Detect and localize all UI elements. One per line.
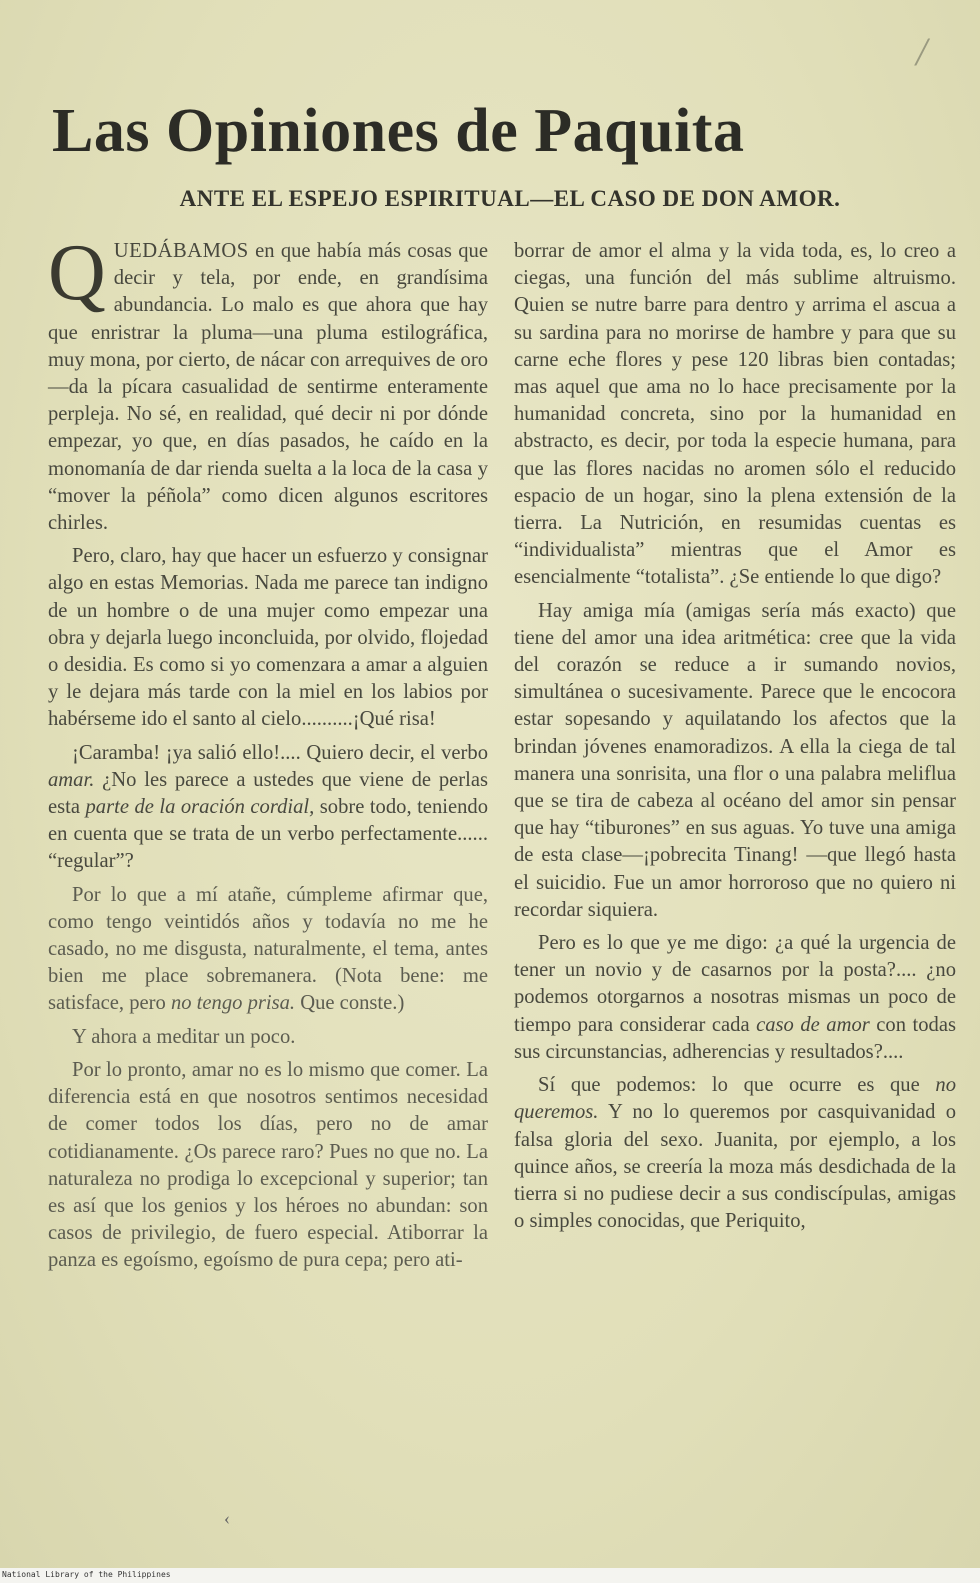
left-paragraph-2: Pero, claro, hay que hacer un esfuerzo y consignar algo en estas Memorias. Nada me parece tan indigno de un hombre o de una mujer como empezar una obra y dejarla luego inconcluida, por olvido, flojedad o desidia. Es como si yo comenzara a amar a alguien y le dejara más tarde con la miel en los labios por habérseme ido el santo al cielo..........¡Qué risa! bbox=[48, 545, 488, 731]
p4-italic-prisa: no tengo prisa. bbox=[170, 992, 296, 1015]
rp4-text-a: Sí que podemos: lo que ocurre es que bbox=[538, 1074, 936, 1097]
rp3-text-a: Pero es lo que ye me digo: ¿a qué la urgencia de tener un novio y de casarnos por la posta?.... ¿no podemos otorgarnos a nosotras mismas un poco de tiempo para considerar cada bbox=[514, 932, 956, 1036]
bottom-mark: ‹ bbox=[224, 1508, 230, 1528]
right-paragraph-4 bbox=[514, 1072, 956, 1235]
p3-text-b: ¿No les parece a ustedes que viene de perlas esta bbox=[48, 768, 488, 819]
left-paragraph-1-text: en que había más cosas que decir y tela, por ende, en grandísima abundancia. Lo malo es que ahora que hay que enristrar la pluma—una pluma estilográfica, muy mona, por cierto, de nácar con arrequives de oro—da la pícara casualidad de sentirme enteramente perpleja. No sé, en realidad, qué decir ni por dónde empezar, yo que, en días pasados, he caído en la monomanía de dar rienda suelta a la loca de la casa y “mover la péñola” como dicen algunos escritores chirles. bbox=[48, 240, 488, 535]
left-paragraph-5: Y ahora a meditar un poco. bbox=[72, 1025, 296, 1048]
rp4-text-b: Y no lo queremos por casquivanidad o falsa gloria del sexo. Juanita, por ejemplo, a los quince años, se creería la moza más desdichada de la tierra si no pudiese decir a sus condiscípulas, amigas o simples conocidas, que Periquito, bbox=[514, 1101, 956, 1233]
left-paragraph-6: Por lo pronto, amar no es lo mismo que comer. La diferencia está en que nosotros sentimos necesidad de comer todos los días, pero no de amar cotidianamente. ¿Os parece raro? Pues no que no. La naturaleza no prodiga lo excepcional y superior; tan es así que los genios y los héroes no abundan: son casos de privilegio, de fuero especial. Atiborrar la panza es egoísmo, egoísmo de pura cepa; pero ati- bbox=[48, 1058, 488, 1272]
right-paragraph-2: Hay amiga mía (amigas sería más exacto) que tiene del amor una idea aritmética: cree que la vida del corazón se reduce a ir sumando novios, simultánea o sucesivamente. Parece que le encocora estar sopesando y aquilatando los afectos que la brindan jóvenes enamoradizos. A ella la ciega de tal manera una sonrisita, una flor o una palabra meliflua que se tira de cabeza al océano del amor sin pensar que hay “tiburones” en sus aguas. Yo tuve una amiga de esta clase—¡pobrecita Tinang! —que llegó hasta el suicidio. Fue un amor horroroso que no quiero ni recordar siquiera. bbox=[514, 599, 956, 921]
opening-caps: UEDÁBAMOS bbox=[113, 240, 249, 262]
rp3-text-b: con todas sus circunstancias, adherencias y resultados?.... bbox=[514, 1013, 956, 1063]
left-paragraph-1 bbox=[48, 229, 488, 537]
p3-text-a: ¡Caramba! ¡ya salió ello!.... Quiero decir, el verbo bbox=[72, 741, 488, 764]
p4-text-a: Por lo que a mí atañe, cúmpleme afirmar que, como tengo veintidós años y todavía no me he casado, no me disgusta, naturalmente, el tema, antes bien me place sobremanera. (Nota bene: me satisface, pero bbox=[48, 883, 488, 1015]
rp4-italic-queremos: no queremos. bbox=[514, 1074, 956, 1124]
article-title: Las Opiniones de Paquita bbox=[52, 97, 745, 165]
corner-mark: / bbox=[916, 29, 928, 74]
right-paragraph-3 bbox=[514, 930, 956, 1066]
library-footer: National Library of the Philippines bbox=[2, 1570, 171, 1579]
right-paragraph-1: borrar de amor el alma y la vida toda, es, lo creo a ciegas, una función del más sublime altruismo. Quien se nutre barre para dentro y arrima el ascua a su sardina para no morirse de hambre y para que su carne eche flores y pese 120 libras bien contadas; mas aquel que ama no lo hace precisamente por la humanidad concreta, sino por la humanidad en abstracto, es decir, por toda la especie humana, para que las flores nacidas no aromen sólo el reducido espacio de un hogar, sino la plena extensión de la tierra. La Nutrición, en resumidas cuentas es “individualista” mientras que el Amor es esencialmente “totalista”. ¿Se entiende lo que digo? bbox=[514, 240, 956, 589]
drop-cap: Q bbox=[48, 229, 106, 317]
left-paragraph-4 bbox=[48, 882, 488, 1018]
p4-text-b: Que conste.) bbox=[295, 992, 405, 1015]
right-column bbox=[514, 238, 956, 1241]
left-paragraph-3 bbox=[48, 740, 488, 876]
p3-italic-amar: amar. bbox=[48, 768, 95, 791]
left-column bbox=[48, 229, 488, 1281]
p3-italic-parte: parte de la oración cordial, bbox=[85, 796, 315, 819]
p3-text-c: sobre todo, teniendo en cuenta que se trata de un verbo perfectamente...... “regular”? bbox=[48, 796, 488, 873]
rp3-italic-caso: caso de amor bbox=[756, 1013, 870, 1036]
article-subtitle: ANTE EL ESPEJO ESPIRITUAL—EL CASO DE DON AMOR. bbox=[179, 186, 841, 211]
